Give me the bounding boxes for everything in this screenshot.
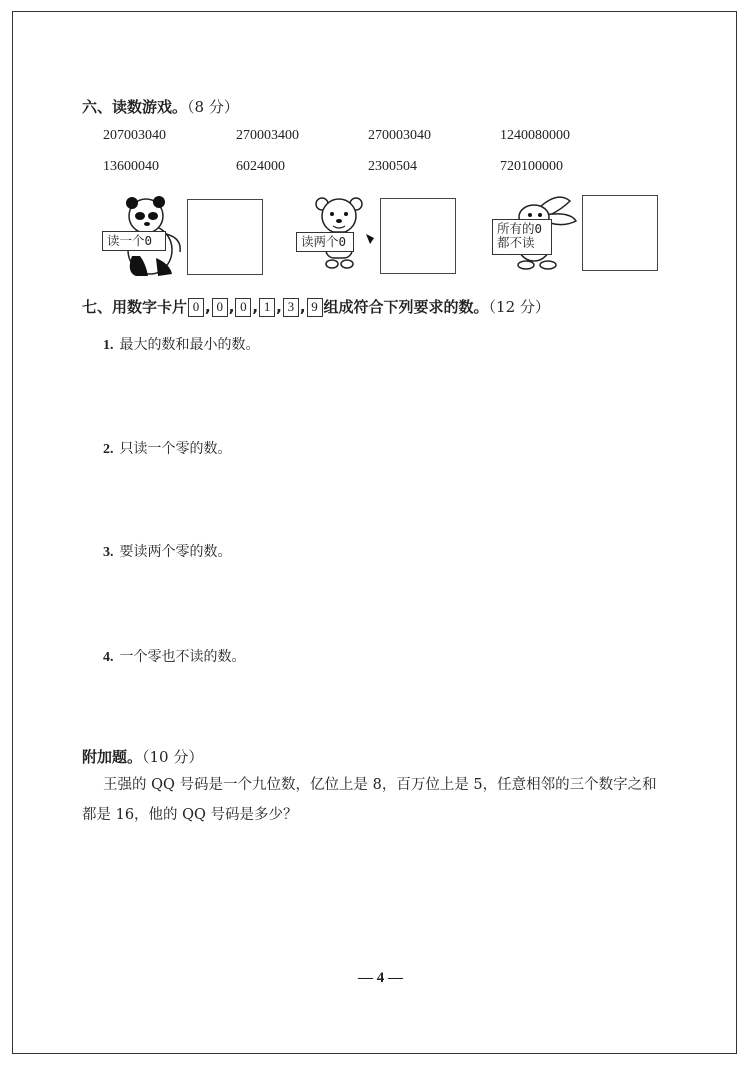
digit-card: 0: [235, 298, 251, 317]
bonus-line-2: 都是 16，他的 QQ 号码是多少？: [82, 807, 298, 823]
section7-heading: 七、用数字卡片 0 , 0 , 0 , 1 , 3 , 9 组成符合下列要求的数。（12 分）: [82, 298, 550, 316]
section6-points: （8 分）: [187, 98, 239, 116]
number-item: 720100000: [500, 159, 563, 174]
answer-box-2[interactable]: [380, 198, 456, 274]
question-4: [103, 646, 246, 666]
sign-line-1: 所有的0: [497, 221, 543, 236]
number-item: 270003400: [236, 128, 299, 143]
question-3: [103, 541, 232, 561]
page-number: — 4 —: [358, 970, 403, 986]
bonus-points: （10 分）: [142, 748, 204, 766]
sign-no-zero-read: [492, 219, 552, 255]
answer-box-1[interactable]: [187, 199, 263, 275]
section7-title-a: 七、用数字卡片: [82, 298, 188, 316]
number-item: 1240080000: [500, 128, 570, 143]
question-2: [103, 438, 232, 458]
question-1: [103, 334, 260, 354]
question-number: 2.: [103, 442, 114, 457]
digit-card: 0: [212, 298, 228, 317]
question-text: 只读一个零的数。: [119, 441, 232, 457]
number-item: 207003040: [103, 128, 166, 143]
sign-read-two-zeros: 读两个0: [296, 232, 354, 252]
number-item: 6024000: [236, 159, 285, 174]
section6-title: 六、读数游戏。: [82, 98, 188, 116]
sign-read-one-zero: 读一个0: [102, 231, 166, 251]
question-text: 要读两个零的数。: [119, 544, 232, 560]
question-number: 4.: [103, 650, 114, 665]
number-item: 13600040: [103, 159, 159, 174]
number-item: 2300504: [368, 159, 417, 174]
digit-card: 3: [283, 298, 299, 317]
number-item: 270003040: [368, 128, 431, 143]
question-number: 1.: [103, 338, 114, 353]
bonus-title: 附加题。: [82, 748, 143, 766]
sign-line-2: 都不读: [497, 235, 535, 250]
digit-card: 9: [307, 298, 323, 317]
answer-box-3[interactable]: [582, 195, 658, 271]
bonus-heading: [82, 746, 203, 767]
digit-card: 0: [188, 298, 204, 317]
digit-card: 1: [259, 298, 275, 317]
section6-heading: [82, 96, 239, 117]
bonus-line-1: 王强的 QQ 号码是一个九位数，亿位上是 8，百万位上是 5，任意相邻的三个数字之和: [103, 777, 657, 793]
question-text: 最大的数和最小的数。: [119, 337, 260, 353]
question-number: 3.: [103, 545, 114, 560]
question-text: 一个零也不读的数。: [119, 649, 246, 665]
section7-points: （12 分）: [488, 298, 550, 316]
section7-title-b: 组成符合下列要求的数。: [323, 298, 489, 316]
